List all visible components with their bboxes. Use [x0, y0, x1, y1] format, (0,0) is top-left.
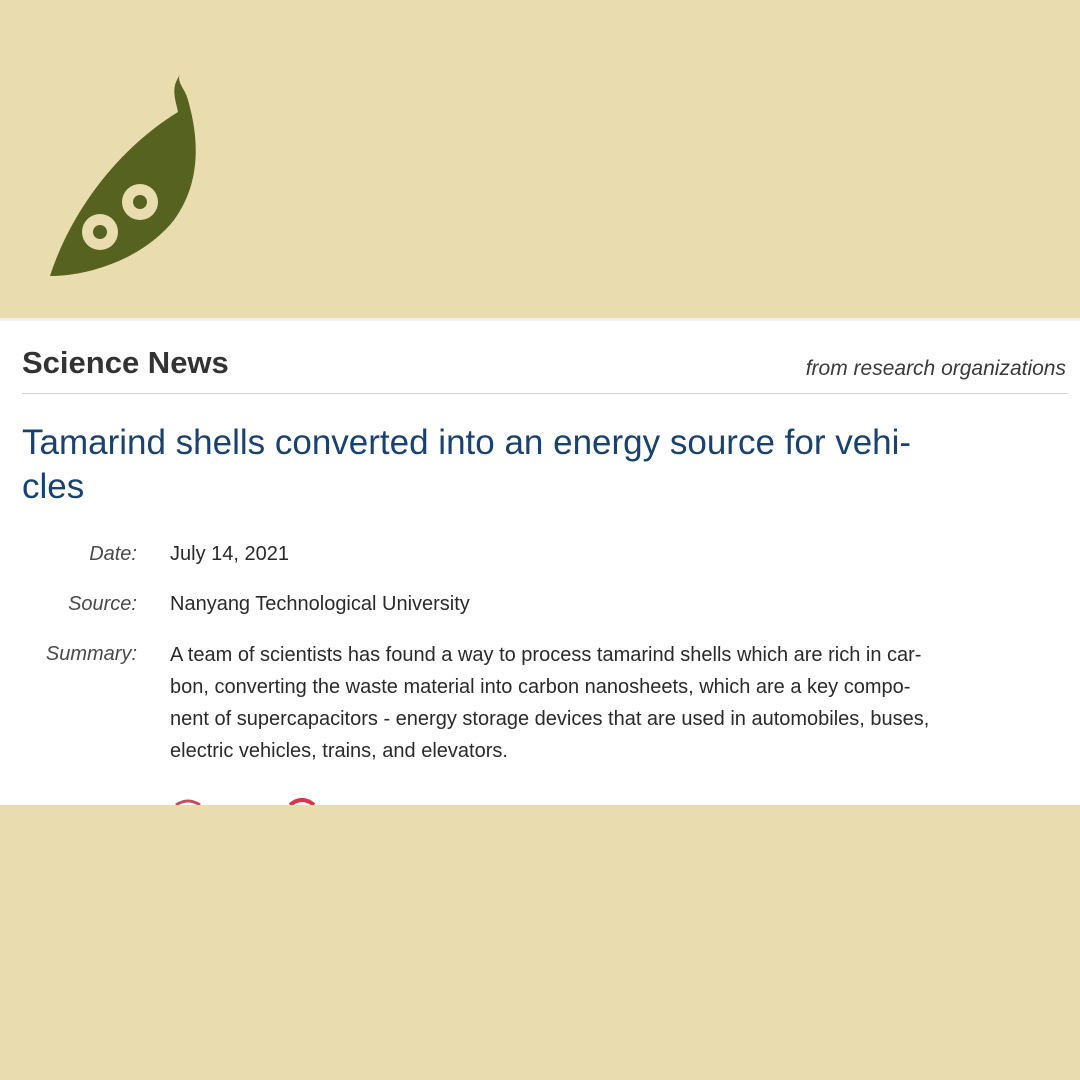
summary-line: bon, converting the waste material into carbon nanosheets, which are a key compo- [170, 676, 911, 698]
pea-left-center [93, 225, 107, 239]
pea-pod-icon [44, 62, 224, 284]
article-title-line: Tamarind shells converted into an energy source for vehi- [22, 423, 912, 462]
source-value: Nanyang Technological University [170, 593, 470, 615]
source-label: Source: [68, 593, 137, 615]
date-label: Date: [89, 543, 137, 565]
site-tagline: from research organizations [805, 357, 1066, 380]
site-brand[interactable]: Science News [22, 345, 229, 380]
pea-right-center [133, 195, 147, 209]
cropped-share-icons [170, 795, 330, 805]
masthead [22, 341, 1068, 394]
article-title-line: cles [22, 467, 85, 506]
summary-line: electric vehicles, trains, and elevators. [170, 740, 508, 762]
cropped-icon-left [176, 801, 200, 805]
summary-text [170, 639, 1060, 767]
article-card [0, 318, 1080, 805]
pea-pod-shell [50, 74, 196, 276]
article-title [22, 421, 1062, 509]
summary-label: Summary: [45, 643, 137, 665]
date-value: July 14, 2021 [170, 543, 289, 565]
summary-line: A team of scientists has found a way to process tamarind shells which are rich in car- [170, 644, 922, 666]
summary-line: nent of supercapacitors - energy storage devices that are used in automobiles, buses, [170, 708, 930, 730]
cropped-icon-right [290, 800, 314, 805]
